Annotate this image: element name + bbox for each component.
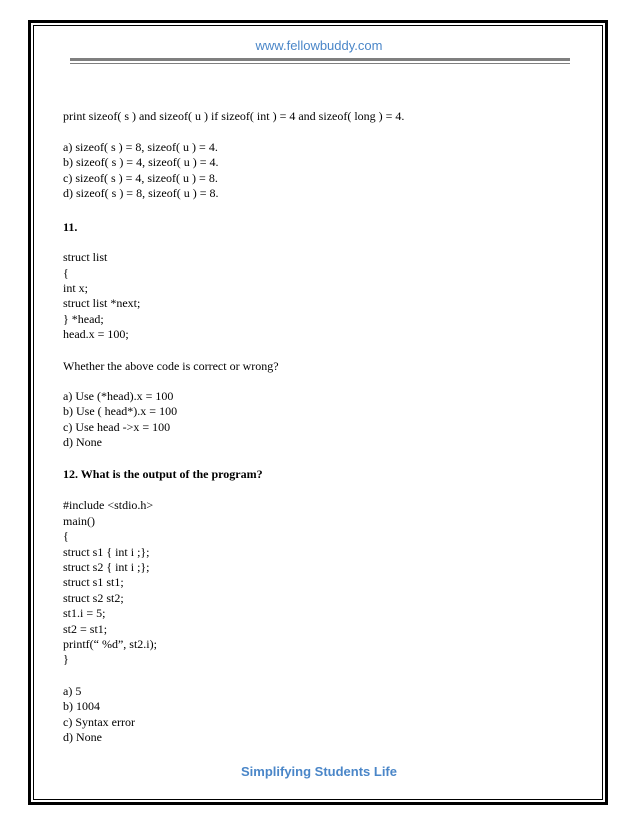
- q12-code-line: #include <stdio.h>: [63, 498, 154, 512]
- q10-option-b: b) sizeof( s ) = 4, sizeof( u ) = 4.: [63, 155, 219, 169]
- q11-code-line: head.x = 100;: [63, 327, 129, 341]
- footer-tagline: Simplifying Students Life: [240, 764, 397, 779]
- q11-option-d: d) None: [63, 435, 102, 449]
- q12-option-a: a) 5: [63, 684, 82, 698]
- q12-code-line: struct s1 st1;: [63, 575, 124, 589]
- q12-code-line: struct s1 { int i ;};: [63, 545, 150, 559]
- q11-option-c: c) Use head ->x = 100: [63, 420, 171, 434]
- q12-code-line: main(): [63, 514, 95, 528]
- q11-code-line: struct list: [63, 250, 108, 264]
- q12-option-c: c) Syntax error: [63, 715, 135, 729]
- q10-statement: print sizeof( s ) and sizeof( u ) if sizeof( int ) = 4 and sizeof( long ) = 4.: [63, 109, 405, 123]
- q11-number: 11.: [63, 220, 78, 234]
- q12-code-line: }: [63, 652, 69, 666]
- q11-code-line: } *head;: [63, 312, 104, 326]
- header-site: www.fellowbuddy.com: [255, 38, 383, 53]
- q12-code-line: printf(“ %d”, st2.i);: [63, 637, 157, 651]
- q10-option-c: c) sizeof( s ) = 4, sizeof( u ) = 8.: [63, 171, 218, 185]
- q12-code-line: st2 = st1;: [63, 622, 108, 636]
- q11-option-b: b) Use ( head*).x = 100: [63, 404, 178, 418]
- q10-option-d: d) sizeof( s ) = 8, sizeof( u ) = 8.: [63, 186, 219, 200]
- q12-option-d: d) None: [63, 730, 102, 744]
- header-rule-thin: [70, 63, 570, 64]
- q12-code-line: {: [63, 529, 69, 543]
- q12-code-line: struct s2 { int i ;};: [63, 560, 150, 574]
- q11-question: Whether the above code is correct or wrong?: [63, 359, 279, 373]
- q10-option-a: a) sizeof( s ) = 8, sizeof( u ) = 4.: [63, 140, 218, 154]
- q12-title: 12. What is the output of the program?: [63, 467, 263, 481]
- q12-code-line: st1.i = 5;: [63, 606, 106, 620]
- q11-code-line: int x;: [63, 281, 89, 295]
- q11-option-a: a) Use (*head).x = 100: [63, 389, 174, 403]
- q12-option-b: b) 1004: [63, 699, 100, 713]
- header-rule: [70, 58, 570, 61]
- q11-code-line: {: [63, 266, 69, 280]
- q12-code-line: struct s2 st2;: [63, 591, 124, 605]
- q11-code-line: struct list *next;: [63, 296, 141, 310]
